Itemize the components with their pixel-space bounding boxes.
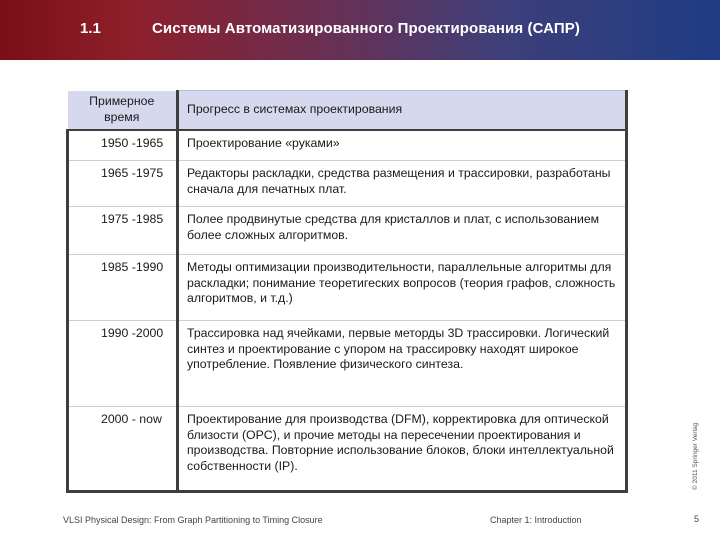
- copyright-notice: © 2011 Springer Verlag: [692, 422, 699, 490]
- row-description: Проектирование для производства (DFM), корректировка для оптической близости (OPC), и прочие методы на пересечении проектирования и производства. Повторние использование блоков, блоки интеллектуальной собственности (IP).: [178, 407, 627, 492]
- row-description: Методы оптимизации производительности, параллельные алгоритмы для раскладки; понимание теоретигеских вопросов (теория графов, сложность алгоритмов, и т.д.): [178, 255, 627, 321]
- table-row: [68, 207, 627, 255]
- header-time: Примерное время: [68, 91, 178, 130]
- cad-progress-table: [66, 90, 628, 493]
- table-header-row: [68, 91, 627, 130]
- row-description: Трассировка над ячейками, первые меторды 3D трассировки. Логический синтез и проектирование с упором на трассировку находят широкое употребление. Появление физического синтеза.: [178, 321, 627, 407]
- footer-book-title: VLSI Physical Design: From Graph Partitioning to Timing Closure: [63, 515, 323, 525]
- table-row: [68, 130, 627, 161]
- row-period: 1990 -2000: [68, 321, 178, 407]
- row-description: Полее продвинутые средства для кристаллов и плат, с использованием более сложных алгоритмов.: [178, 207, 627, 255]
- row-period: 1950 -1965: [68, 130, 178, 161]
- slide-header: [0, 0, 720, 60]
- header-progress: Прогресс в системах проектирования: [178, 91, 627, 130]
- row-period: 1965 -1975: [68, 161, 178, 207]
- table-row: [68, 321, 627, 407]
- row-period: 2000 - now: [68, 407, 178, 492]
- table-row: [68, 407, 627, 492]
- table-row: [68, 255, 627, 321]
- row-description: Редакторы раскладки, средства размещения и трассировки, разработаны сначала для печатных плат.: [178, 161, 627, 207]
- page-number: 5: [694, 514, 700, 524]
- row-description: Проектирование «руками»: [178, 130, 627, 161]
- table-row: [68, 161, 627, 207]
- row-period: 1985 -1990: [68, 255, 178, 321]
- section-number: 1.1: [80, 20, 101, 37]
- row-period: 1975 -1985: [68, 207, 178, 255]
- slide-title: Системы Автоматизированного Проектирования (САПР): [152, 20, 580, 37]
- footer-chapter: Chapter 1: Introduction: [490, 515, 582, 525]
